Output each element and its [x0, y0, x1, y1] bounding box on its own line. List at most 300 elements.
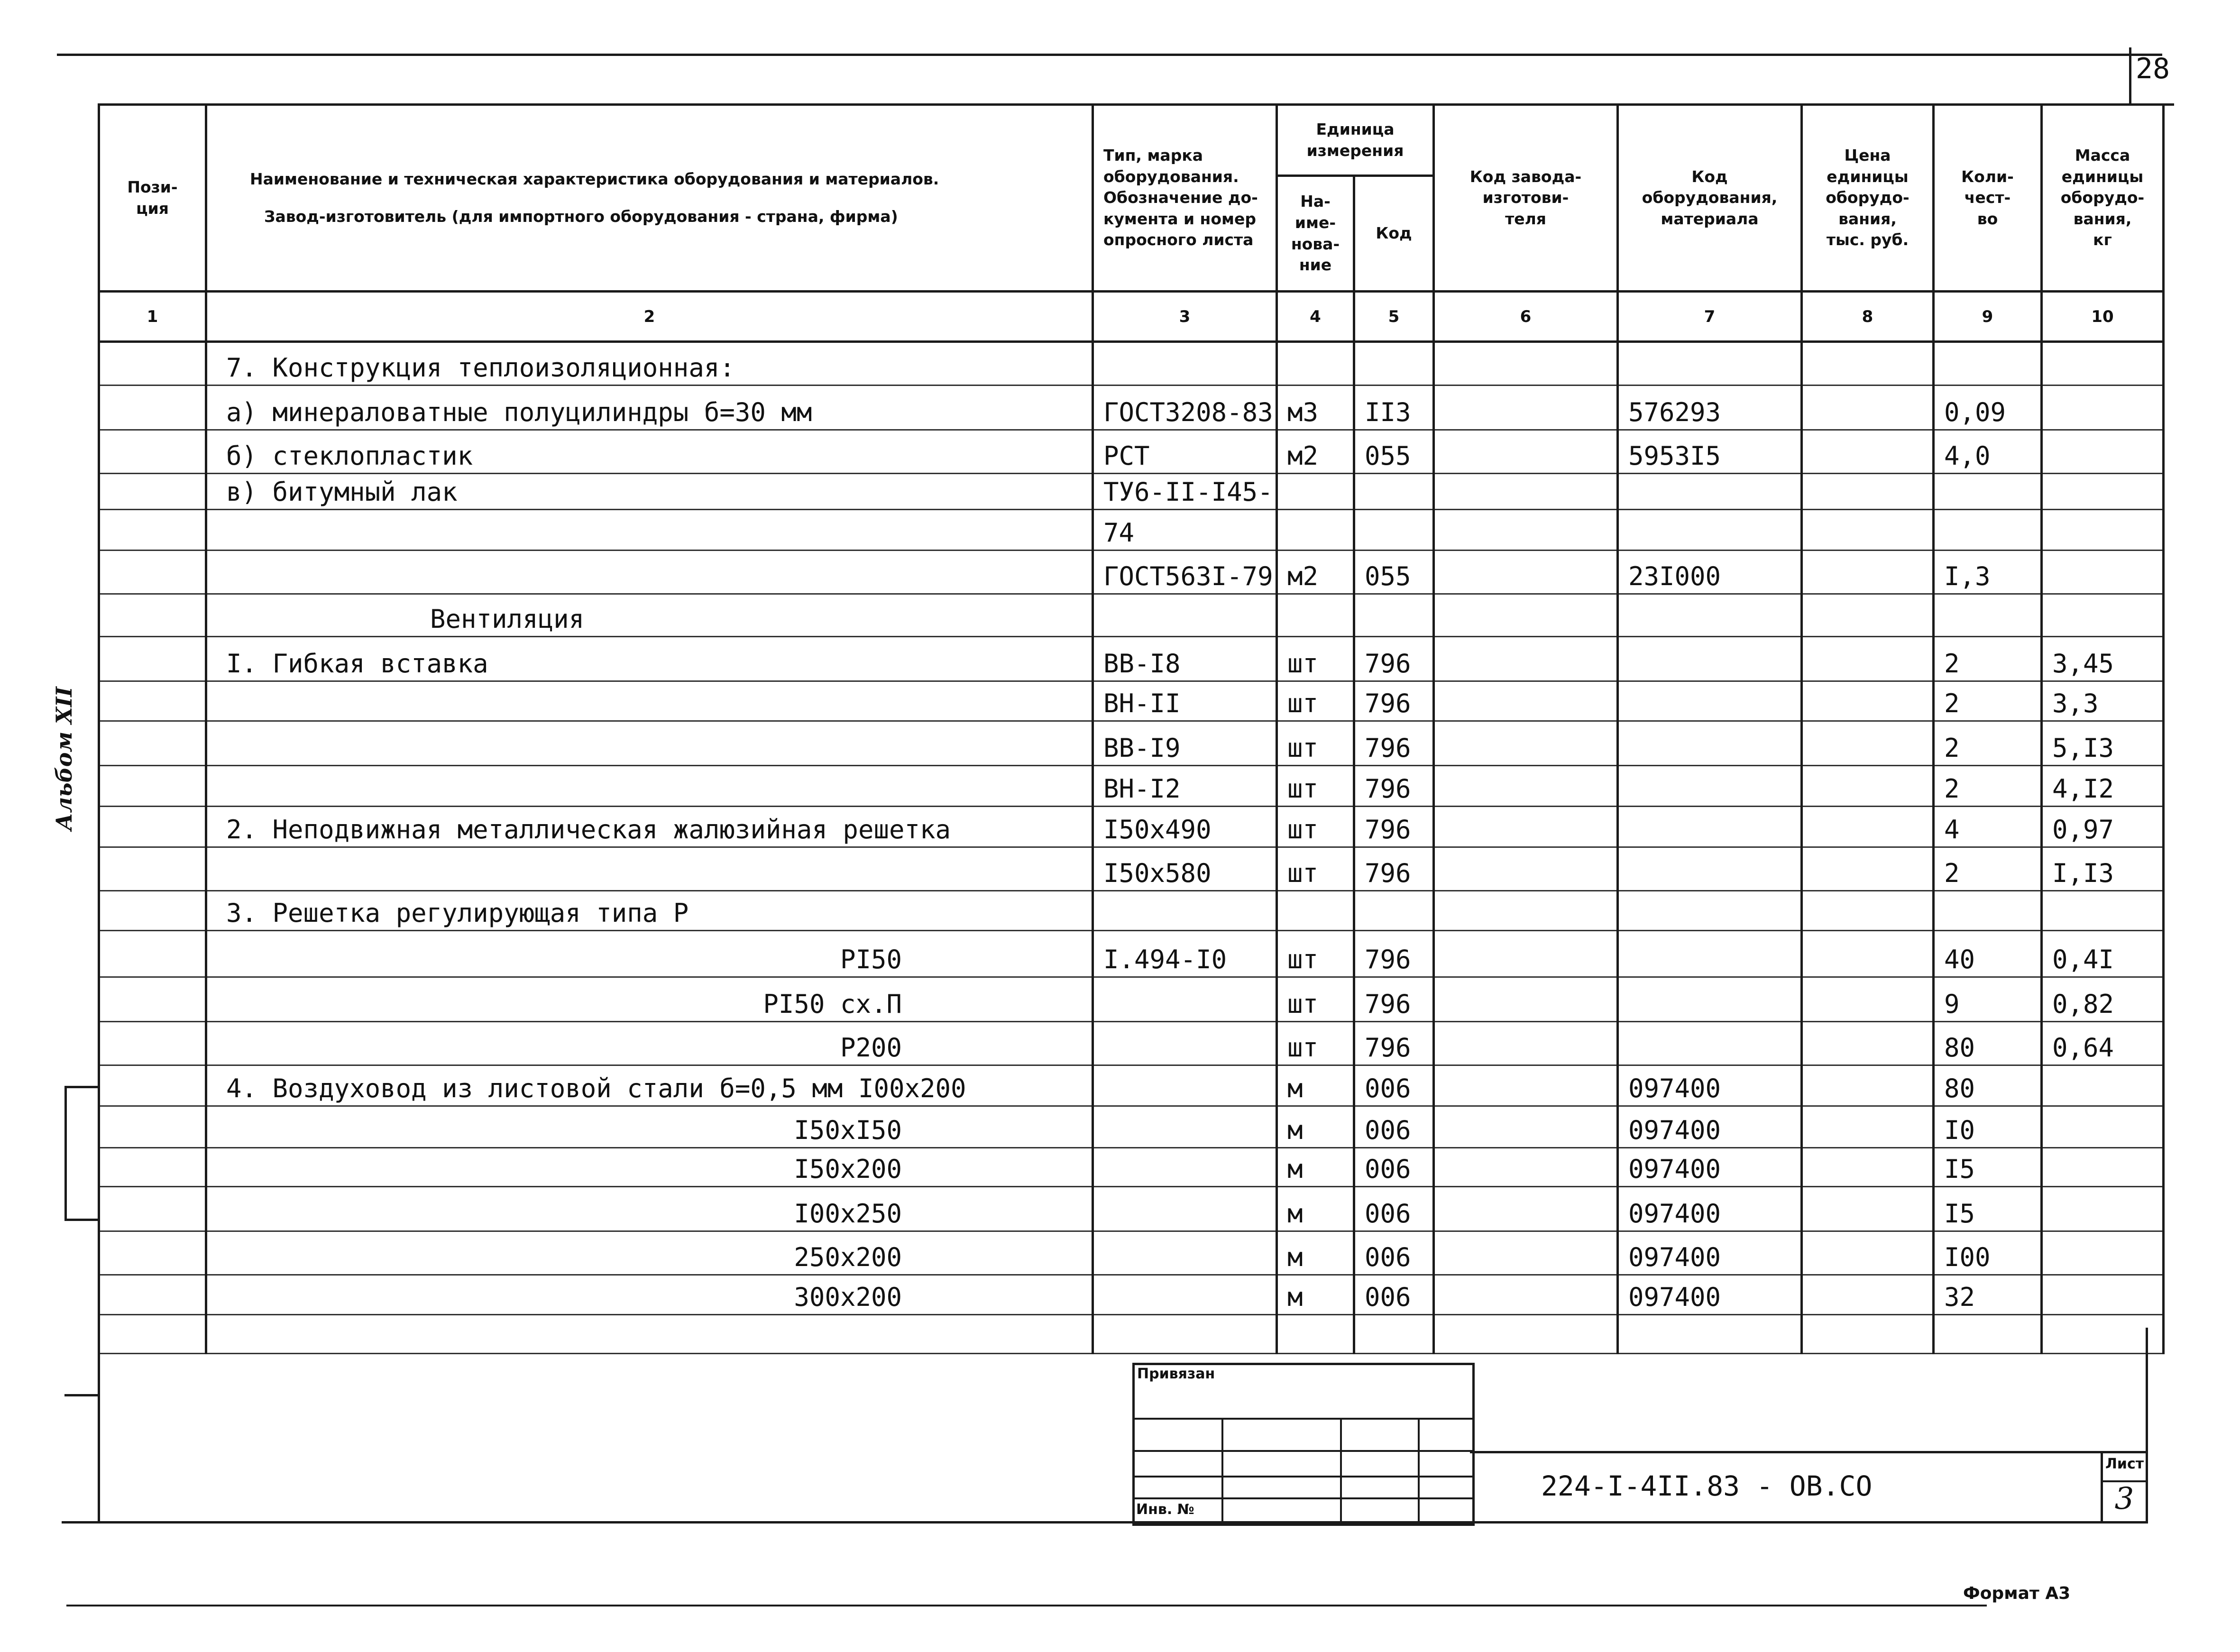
unit-code-cell: 796	[1354, 1022, 1434, 1065]
quantity-cell	[1934, 510, 2042, 551]
type-cell	[1093, 1231, 1277, 1275]
unit-code-cell: II3	[1354, 385, 1434, 430]
col-num-3: 3	[1093, 292, 1277, 342]
type-cell	[1093, 977, 1277, 1022]
type-cell	[1093, 1187, 1277, 1231]
position-cell	[99, 1275, 206, 1315]
table-row	[99, 1065, 2164, 1106]
position-cell	[99, 681, 206, 721]
item-name-cell	[206, 1315, 1093, 1354]
type-cell	[1093, 594, 1277, 637]
price-cell	[1802, 1187, 1934, 1231]
unit-name-cell: м2	[1277, 551, 1354, 594]
price-cell	[1802, 594, 1934, 637]
type-cell: ВН-II	[1093, 681, 1277, 721]
material-code-cell: 097400	[1618, 1106, 1802, 1148]
factory-code-cell	[1434, 1065, 1618, 1106]
header-row-top	[99, 105, 2164, 176]
table-row	[99, 681, 2164, 721]
material-code-cell: 097400	[1618, 1187, 1802, 1231]
unit-name-cell	[1277, 891, 1354, 931]
sheet-label: Лист	[2105, 1456, 2144, 1472]
type-cell	[1093, 1315, 1277, 1354]
top-border-line	[57, 54, 2162, 56]
col-num-9: 9	[1934, 292, 2042, 342]
unit-name-cell: м3	[1277, 385, 1354, 430]
unit-name-cell: шт	[1277, 977, 1354, 1022]
table-row	[99, 766, 2164, 807]
position-cell	[99, 1065, 206, 1106]
item-name-cell: I. Гибкая вставка	[206, 637, 1093, 681]
item-name-cell: 4. Воздуховод из листовой стали б=0,5 мм I00x200	[206, 1065, 1093, 1106]
privyazan-label: Привязан	[1137, 1366, 1215, 1382]
mass-cell: 3,3	[2042, 681, 2164, 721]
type-cell	[1093, 891, 1277, 931]
position-cell	[99, 721, 206, 766]
unit-name-cell	[1277, 510, 1354, 551]
type-cell: ВН-I2	[1093, 766, 1277, 807]
header-name-line1: Наименование и техническая характеристика оборудования и материалов.	[250, 169, 939, 188]
price-cell	[1802, 721, 1934, 766]
item-name-cell	[206, 551, 1093, 594]
material-code-cell	[1618, 594, 1802, 637]
unit-name-cell: м	[1277, 1187, 1354, 1231]
col-num-7: 7	[1618, 292, 1802, 342]
mass-cell	[2042, 430, 2164, 474]
position-cell	[99, 847, 206, 891]
unit-code-cell: 796	[1354, 721, 1434, 766]
table-row	[99, 474, 2164, 510]
header-unit-name: На- име- нова- ние	[1277, 176, 1354, 292]
factory-code-cell	[1434, 766, 1618, 807]
unit-name-cell: шт	[1277, 766, 1354, 807]
factory-code-cell	[1434, 1106, 1618, 1148]
quantity-cell: 4	[1934, 807, 2042, 847]
unit-code-cell: 006	[1354, 1065, 1434, 1106]
tb-vline-2	[1340, 1418, 1342, 1521]
mass-cell	[2042, 1065, 2164, 1106]
unit-code-cell	[1354, 510, 1434, 551]
quantity-cell: 80	[1934, 1065, 2042, 1106]
mass-cell	[2042, 1275, 2164, 1315]
quantity-cell: 9	[1934, 977, 2042, 1022]
unit-code-cell: 796	[1354, 637, 1434, 681]
unit-code-cell	[1354, 474, 1434, 510]
factory-code-cell	[1434, 891, 1618, 931]
material-code-cell	[1618, 766, 1802, 807]
unit-code-cell: 796	[1354, 931, 1434, 977]
position-cell	[99, 766, 206, 807]
mass-cell: 0,64	[2042, 1022, 2164, 1065]
type-cell: I50x580	[1093, 847, 1277, 891]
quantity-cell: I0	[1934, 1106, 2042, 1148]
factory-code-cell	[1434, 1148, 1618, 1187]
table-row	[99, 931, 2164, 977]
unit-code-cell: 006	[1354, 1275, 1434, 1315]
item-name-cell: 7. Конструкция теплоизоляционная:	[206, 342, 1093, 385]
price-cell	[1802, 551, 1934, 594]
document-code: 224-I-4II.83 - ОВ.СО	[1541, 1470, 1873, 1502]
mass-cell: 4,I2	[2042, 766, 2164, 807]
factory-code-cell	[1434, 1187, 1618, 1231]
table-row	[99, 1187, 2164, 1231]
bottom-dash-line	[66, 1605, 1987, 1606]
type-cell: РСТ	[1093, 430, 1277, 474]
col-num-10: 10	[2042, 292, 2164, 342]
type-cell	[1093, 1148, 1277, 1187]
unit-name-cell: шт	[1277, 637, 1354, 681]
position-cell	[99, 1148, 206, 1187]
table-row	[99, 594, 2164, 637]
position-cell	[99, 1315, 206, 1354]
table-row	[99, 1315, 2164, 1354]
unit-name-cell	[1277, 342, 1354, 385]
unit-name-cell: м	[1277, 1148, 1354, 1187]
factory-code-cell	[1434, 977, 1618, 1022]
col-num-5: 5	[1354, 292, 1434, 342]
col-num-8: 8	[1802, 292, 1934, 342]
mass-cell: 0,97	[2042, 807, 2164, 847]
price-cell	[1802, 637, 1934, 681]
material-code-cell	[1618, 977, 1802, 1022]
table-row	[99, 510, 2164, 551]
item-name-cell	[206, 721, 1093, 766]
type-cell: ВВ-I8	[1093, 637, 1277, 681]
position-cell	[99, 342, 206, 385]
table-row	[99, 430, 2164, 474]
position-cell	[99, 474, 206, 510]
unit-code-cell: 796	[1354, 807, 1434, 847]
position-cell	[99, 891, 206, 931]
type-cell: ГОСТ563I-79	[1093, 551, 1277, 594]
unit-name-cell: м	[1277, 1065, 1354, 1106]
header-factory-code: Код завода- изготови- теля	[1434, 105, 1618, 292]
item-name-cell: I50x200	[206, 1148, 1093, 1187]
item-name-cell: 2. Неподвижная металлическая жалюзийная решетка	[206, 807, 1093, 847]
table-row	[99, 637, 2164, 681]
factory-code-cell	[1434, 807, 1618, 847]
unit-code-cell	[1354, 1315, 1434, 1354]
material-code-cell: 5953I5	[1618, 430, 1802, 474]
factory-code-cell	[1434, 594, 1618, 637]
unit-code-cell: 006	[1354, 1231, 1434, 1275]
item-name-cell: РI50 сх.П	[206, 977, 1093, 1022]
price-cell	[1802, 510, 1934, 551]
material-code-cell	[1618, 1022, 1802, 1065]
quantity-cell: 2	[1934, 721, 2042, 766]
price-cell	[1802, 342, 1934, 385]
header-price: Цена единицы оборудо- вания, тыс. руб.	[1802, 105, 1934, 292]
doc-area-top	[1470, 1451, 2148, 1453]
table-row	[99, 342, 2164, 385]
material-code-cell	[1618, 637, 1802, 681]
factory-code-cell	[1434, 637, 1618, 681]
inv-no-label: Инв. №	[1136, 1501, 1194, 1518]
factory-code-cell	[1434, 430, 1618, 474]
header-quantity: Коли- чест- во	[1934, 105, 2042, 292]
format-label: Формат А3	[1963, 1584, 2071, 1603]
mass-cell	[2042, 385, 2164, 430]
position-cell	[99, 1022, 206, 1065]
mass-cell	[2042, 551, 2164, 594]
unit-code-cell: 796	[1354, 681, 1434, 721]
specification-body	[99, 342, 2164, 1354]
price-cell	[1802, 931, 1934, 977]
tb-line-1	[1132, 1418, 1472, 1420]
type-cell	[1093, 1065, 1277, 1106]
quantity-cell: 32	[1934, 1275, 2042, 1315]
unit-code-cell	[1354, 891, 1434, 931]
unit-name-cell: м2	[1277, 430, 1354, 474]
price-cell	[1802, 891, 1934, 931]
mass-cell: 5,I3	[2042, 721, 2164, 766]
mass-cell	[2042, 1187, 2164, 1231]
sheet-number: 3	[2114, 1481, 2134, 1516]
unit-code-cell: 055	[1354, 551, 1434, 594]
item-name-cell	[206, 766, 1093, 807]
quantity-cell	[1934, 594, 2042, 637]
price-cell	[1802, 766, 1934, 807]
table-row	[99, 1106, 2164, 1148]
material-code-cell: 23I000	[1618, 551, 1802, 594]
column-number-row	[99, 292, 2164, 342]
price-cell	[1802, 1231, 1934, 1275]
quantity-cell: I5	[1934, 1187, 2042, 1231]
material-code-cell	[1618, 342, 1802, 385]
price-cell	[1802, 474, 1934, 510]
quantity-cell: 4,0	[1934, 430, 2042, 474]
item-name-cell: 300x200	[206, 1275, 1093, 1315]
position-cell	[99, 1231, 206, 1275]
price-cell	[1802, 1275, 1934, 1315]
tb-vline-3	[1418, 1418, 1420, 1521]
unit-code-cell: 796	[1354, 766, 1434, 807]
type-cell: I50x490	[1093, 807, 1277, 847]
material-code-cell	[1618, 510, 1802, 551]
position-cell	[99, 1187, 206, 1231]
position-cell	[99, 637, 206, 681]
position-cell	[99, 430, 206, 474]
item-name-cell: РI50	[206, 931, 1093, 977]
unit-name-cell: м	[1277, 1106, 1354, 1148]
material-code-cell	[1618, 1315, 1802, 1354]
item-name-cell: в) битумный лак	[206, 474, 1093, 510]
unit-name-cell	[1277, 474, 1354, 510]
quantity-cell	[1934, 342, 2042, 385]
material-code-cell	[1618, 681, 1802, 721]
factory-code-cell	[1434, 1231, 1618, 1275]
mass-cell: 0,4I	[2042, 931, 2164, 977]
quantity-cell: 0,09	[1934, 385, 2042, 430]
factory-code-cell	[1434, 342, 1618, 385]
table-row	[99, 807, 2164, 847]
item-name-cell: Вентиляция	[206, 594, 1093, 637]
table-row	[99, 1231, 2164, 1275]
material-code-cell: 097400	[1618, 1275, 1802, 1315]
specification-table	[98, 103, 2165, 1354]
quantity-cell: I5	[1934, 1148, 2042, 1187]
position-cell	[99, 977, 206, 1022]
mass-cell	[2042, 891, 2164, 931]
unit-name-cell: шт	[1277, 721, 1354, 766]
tb-vline-1	[1221, 1418, 1223, 1521]
unit-code-cell: 006	[1354, 1106, 1434, 1148]
position-cell	[99, 551, 206, 594]
type-cell: ГОСТ3208-83	[1093, 385, 1277, 430]
table-row	[99, 721, 2164, 766]
unit-code-cell	[1354, 594, 1434, 637]
col-num-2: 2	[206, 292, 1093, 342]
price-cell	[1802, 1315, 1934, 1354]
type-cell	[1093, 342, 1277, 385]
header-position: Пози- ция	[99, 105, 206, 292]
price-cell	[1802, 681, 1934, 721]
price-cell	[1802, 1148, 1934, 1187]
frame-right-lower	[2146, 1328, 2148, 1524]
factory-code-cell	[1434, 1022, 1618, 1065]
mass-cell: 3,45	[2042, 637, 2164, 681]
material-code-cell	[1618, 474, 1802, 510]
header-mass: Масса единицы оборудо- вания, кг	[2042, 105, 2164, 292]
price-cell	[1802, 1106, 1934, 1148]
price-cell	[1802, 1022, 1934, 1065]
mass-cell	[2042, 342, 2164, 385]
material-code-cell: 576293	[1618, 385, 1802, 430]
col-num-6: 6	[1434, 292, 1618, 342]
unit-code-cell: 796	[1354, 847, 1434, 891]
mass-cell	[2042, 1315, 2164, 1354]
header-name-line2: Завод-изготовитель (для импортного оборудования - страна, фирма)	[264, 207, 898, 226]
mass-cell	[2042, 1148, 2164, 1187]
table-row	[99, 1022, 2164, 1065]
price-cell	[1802, 847, 1934, 891]
quantity-cell: I00	[1934, 1231, 2042, 1275]
header-type: Тип, марка оборудования. Обозначение до- кумента и номер опросного листа	[1093, 105, 1277, 292]
quantity-cell	[1934, 1315, 2042, 1354]
material-code-cell: 097400	[1618, 1231, 1802, 1275]
price-cell	[1802, 807, 1934, 847]
tb-line-2	[1132, 1450, 1472, 1452]
material-code-cell	[1618, 891, 1802, 931]
mass-cell: 0,82	[2042, 977, 2164, 1022]
unit-name-cell	[1277, 594, 1354, 637]
factory-code-cell	[1434, 721, 1618, 766]
factory-code-cell	[1434, 510, 1618, 551]
page-number: 28	[2135, 52, 2170, 85]
header-name	[206, 105, 1093, 292]
item-name-cell: 3. Решетка регулирующая типа Р	[206, 891, 1093, 931]
quantity-cell: 2	[1934, 637, 2042, 681]
item-name-cell	[206, 510, 1093, 551]
item-name-cell: Р200	[206, 1022, 1093, 1065]
material-code-cell: 097400	[1618, 1065, 1802, 1106]
factory-code-cell	[1434, 681, 1618, 721]
quantity-cell: 2	[1934, 766, 2042, 807]
quantity-cell: 80	[1934, 1022, 2042, 1065]
position-cell	[99, 931, 206, 977]
type-cell	[1093, 1275, 1277, 1315]
mass-cell	[2042, 1106, 2164, 1148]
header-material-code: Код оборудования, материала	[1618, 105, 1802, 292]
sheet-box-left	[2101, 1451, 2103, 1522]
quantity-cell	[1934, 474, 2042, 510]
table-row	[99, 1275, 2164, 1315]
material-code-cell: 097400	[1618, 1148, 1802, 1187]
unit-name-cell: м	[1277, 1231, 1354, 1275]
item-name-cell	[206, 681, 1093, 721]
margin-mark-low	[64, 1394, 99, 1396]
table-row	[99, 1148, 2164, 1187]
type-cell: 74	[1093, 510, 1277, 551]
price-cell	[1802, 1065, 1934, 1106]
quantity-cell	[1934, 891, 2042, 931]
table-row	[99, 891, 2164, 931]
col-num-1: 1	[99, 292, 206, 342]
factory-code-cell	[1434, 1315, 1618, 1354]
item-name-cell: б) стеклопластик	[206, 430, 1093, 474]
factory-code-cell	[1434, 931, 1618, 977]
type-cell	[1093, 1106, 1277, 1148]
material-code-cell	[1618, 931, 1802, 977]
type-cell	[1093, 1022, 1277, 1065]
unit-name-cell: шт	[1277, 931, 1354, 977]
price-cell	[1802, 385, 1934, 430]
type-cell: ВВ-I9	[1093, 721, 1277, 766]
factory-code-cell	[1434, 847, 1618, 891]
position-cell	[99, 807, 206, 847]
item-name-cell	[206, 847, 1093, 891]
col-num-4: 4	[1277, 292, 1354, 342]
position-cell	[99, 385, 206, 430]
price-cell	[1802, 977, 1934, 1022]
quantity-cell: 2	[1934, 681, 2042, 721]
header-unit-group: Единица измерения	[1277, 105, 1434, 176]
unit-name-cell: шт	[1277, 1022, 1354, 1065]
margin-mark-top	[64, 1086, 99, 1088]
album-label: Альбом XII	[51, 687, 77, 831]
margin-vertical	[64, 1086, 67, 1219]
type-cell: ТУ6-II-I45-	[1093, 474, 1277, 510]
table-row	[99, 551, 2164, 594]
mass-cell: I,I3	[2042, 847, 2164, 891]
material-code-cell	[1618, 807, 1802, 847]
position-cell	[99, 1106, 206, 1148]
tb-line-4	[1132, 1497, 1472, 1499]
factory-code-cell	[1434, 551, 1618, 594]
item-name-cell: а) минераловатные полуцилиндры б=30 мм	[206, 385, 1093, 430]
material-code-cell	[1618, 721, 1802, 766]
frame-left-lower	[98, 1328, 100, 1524]
unit-code-cell: 055	[1354, 430, 1434, 474]
unit-name-cell: шт	[1277, 847, 1354, 891]
quantity-cell: 2	[1934, 847, 2042, 891]
quantity-cell: 40	[1934, 931, 2042, 977]
position-cell	[99, 510, 206, 551]
factory-code-cell	[1434, 1275, 1618, 1315]
position-cell	[99, 594, 206, 637]
unit-code-cell	[1354, 342, 1434, 385]
unit-code-cell: 796	[1354, 977, 1434, 1022]
header-unit-code: Код	[1354, 176, 1434, 292]
unit-name-cell: шт	[1277, 807, 1354, 847]
type-cell: I.494-I0	[1093, 931, 1277, 977]
mass-cell	[2042, 1231, 2164, 1275]
frame-bottom	[62, 1521, 2148, 1524]
table-row	[99, 977, 2164, 1022]
item-name-cell: I00x250	[206, 1187, 1093, 1231]
unit-code-cell: 006	[1354, 1187, 1434, 1231]
material-code-cell	[1618, 847, 1802, 891]
